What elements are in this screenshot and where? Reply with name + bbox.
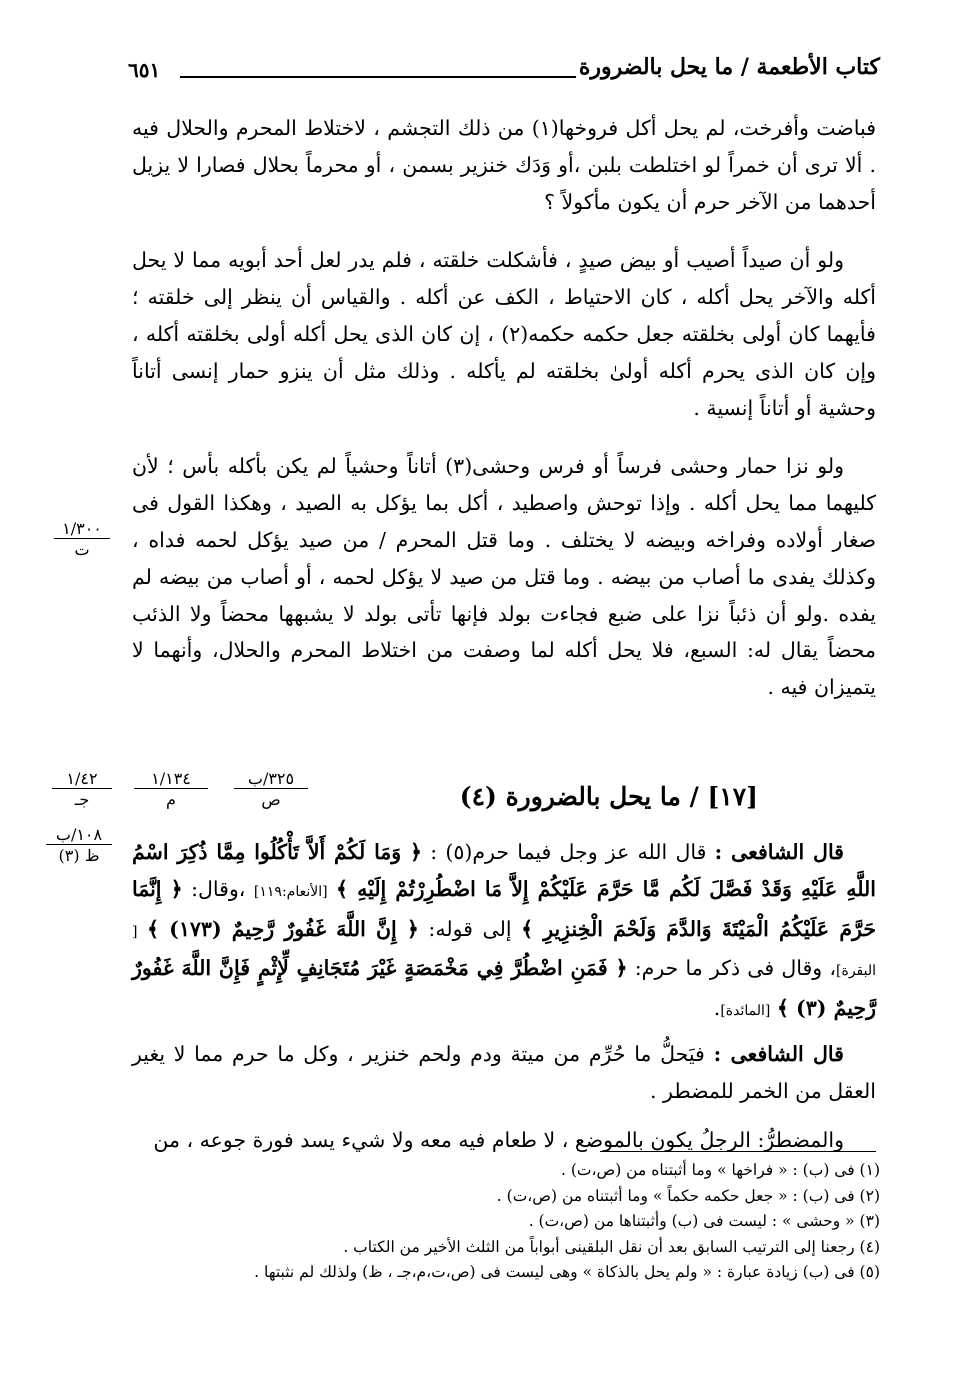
paragraph-2: ولو أن صيداً أصيب أو بيض صيدٍ ، فأشكلت خلقته ، فلم يدر لعل أحد أبويه مما لا يحل أكله والآخر يحل أكله ، كان الاحتياط ، الكف عن أكله . والقياس أن ينظر إلى خلقته ؛ فأيهما كان أولى بخلقته جعل حكمه حكمه(٢) ، إن كان الذى يحل أكله أولى بخلقته أكله ، وإن كان الذى يحرم أكله أولىٰ بخلقته لم يأكله . وذلك مثل أن ينزو حمار إنسى أتاناً وحشية أو أتاناً إنسية . bbox=[132, 248, 876, 420]
footnote-2: (٢) فى (ب) : « جعل حكمه حكماً » وما أثبتناه من (ص،ت) . bbox=[496, 1186, 880, 1205]
paragraph-4: قال الشافعى : قال الله عز وجل فيما حرم(٥) : ﴿ وَمَا لَكُمْ أَلاَّ تَأْكُلُوا مِمَّا ذُكِرَ اسْمُ اللَّهِ عَلَيْهِ وَقَدْ فَصَّلَ لَكُم مَّا حَرَّمَ عَلَيْكُمْ إِلاَّ مَا اضْطُرِرْتُمْ إِلَيْهِ ﴾ [الأنعام:١١٩] ،وقال: ﴿ إِنَّمَا حَرَّمَ عَلَيْكُمُ الْمَيْتَةَ وَالدَّمَ وَلَحْمَ الْخِنزِيرِ ﴾ إلى قوله: ﴿ إِنَّ اللَّهَ غَفُورٌ رَّحِيمٌ (١٧٣) ﴾ [ البقرة]، وقال فى ذكر ما حرم: ﴿ فَمَنِ اضْطُرَّ فِي مَخْمَصَةٍ غَيْرَ مُتَجَانِفٍ لِّإِثْمٍ فَإِنَّ اللَّهَ غَفُورٌ رَّحِيمٌ (٣) ﴾ [المائدة]. bbox=[132, 840, 876, 1021]
margin-ref-t: ١/٣٠٠ ت bbox=[54, 520, 110, 559]
footnote-5: (٥) فى (ب) زيادة عبارة : « ولم يحل بالذكاة » وهى ليست فى (ص،ت،م،جـ ، ظ) ولذلك لم نثبتها . bbox=[254, 1263, 880, 1281]
paragraph-6: والمضطرُّ: الرجلُ يكون بالموضع ، لا طعام فيه معه ولا شيء يسد فورة جوعه ، من bbox=[153, 1127, 844, 1152]
paragraph-1: فباضت وأفرخت، لم يحل أكل فروخها(١) من ذلك التجشم ، لاختلاط المحرم والحلال فيه . ألا ترى أن خمراً لو اختلطت بلبن ،أو وَدَك خنزير بسمن ، أو محرماً بحلال فصارا لا يزيل أحدهما من الآخر حرم أن يكون مأكولاً ؟ bbox=[132, 116, 876, 214]
page-number: ٦٥١ bbox=[128, 58, 161, 82]
margin-ref-m: ١/١٣٤ م bbox=[134, 770, 208, 809]
margin-ref-z: ١٠٨/ب ظ (٣) bbox=[46, 826, 112, 865]
footnote-rule bbox=[600, 1151, 876, 1152]
footnote-4: (٤) رجعنا إلى الترتيب السابق بعد أن نقل البلقينى أبواباً من الثلث الأخير من الكتاب . bbox=[343, 1237, 880, 1256]
verse-ref-2: [ البقرة] bbox=[132, 923, 876, 980]
section-text bbox=[132, 834, 876, 1158]
verse-ref-1: [الأنعام:١١٩] bbox=[253, 883, 328, 900]
footnote-3: (٣) « وحشى » : ليست فى (ب) وأثبتناها من (ص،ت) . bbox=[528, 1212, 880, 1230]
header-rule bbox=[180, 76, 576, 78]
running-header bbox=[128, 52, 880, 92]
speaker-label: قال الشافعى : bbox=[714, 840, 844, 864]
body-text bbox=[132, 110, 876, 706]
margin-ref-j: ١/٤٢ جـ bbox=[52, 770, 112, 809]
verse-ref-3: [المائدة] bbox=[720, 1003, 771, 1020]
chapter-title: كتاب الأطعمة / ما يحل بالضرورة bbox=[578, 54, 880, 80]
section-heading: [١٧] / ما يحل بالضرورة (٤) bbox=[459, 782, 758, 811]
quran-verse-2: ﴿ إِنَّمَا حَرَّمَ عَلَيْكُمُ الْمَيْتَةَ وَالدَّمَ وَلَحْمَ الْخِنزِيرِ ﴾ bbox=[132, 876, 876, 941]
speaker-label: قال الشافعى : bbox=[713, 1041, 844, 1066]
paragraph-5: قال الشافعى : فيَحلُّ ما حُرِّم من ميتة ودم ولحم خنزير ، وكل ما حرم مما لا يغير العقل من الخمر للمضطر . bbox=[132, 1041, 876, 1103]
quran-verse-4: ﴿ فَمَنِ اضْطُرَّ فِي مَخْمَصَةٍ غَيْرَ مُتَجَانِفٍ لِّإِثْمٍ فَإِنَّ اللَّهَ غَفُورٌ رَّحِيمٌ (٣) ﴾ bbox=[132, 956, 876, 1021]
footnote-1: (١) فى (ب) : « فراخها » وما أثبتناه من (ص،ت) . bbox=[560, 1161, 880, 1179]
footnotes bbox=[132, 1158, 880, 1286]
quran-verse-3: ﴿ إِنَّ اللَّهَ غَفُورٌ رَّحِيمٌ (١٧٣) ﴾ bbox=[147, 916, 419, 941]
quran-verse-1: ﴿ وَمَا لَكُمْ أَلاَّ تَأْكُلُوا مِمَّا ذُكِرَ اسْمُ اللَّهِ عَلَيْهِ وَقَدْ فَصَّلَ لَكُم مَّا حَرَّمَ عَلَيْكُمْ إِلاَّ مَا اضْطُرِرْتُمْ إِلَيْهِ ﴾ bbox=[132, 840, 876, 901]
paragraph-3: ولو نزا حمار وحشى فرساً أو فرس وحشى(٣) أتاناً وحشياً لم يكن بأكله بأس ؛ لأن كليهما مما يحل أكله . وإذا توحش واصطيد ، أكل بما يؤكل به الصيد ، وهكذا القول فى صغار أولاده وفراخه وبيضه لا يختلف . وما قتل المحرم / من صيد يؤكل لحمه فداه ، وكذلك يفدى ما أصاب من بيضه . وما قتل من صيد لا يؤكل لحمه ، أو أصاب من بيضه لم يفده .ولو أن ذئباً نزا على ضبع فجاءت بولد فإنها تأتى بولد لا يشبهها محضاً ولا الذئب محضاً يقال له: السبع، فلا يحل أكله لما وصفت من اختلاط المحرم والحلال، وأنهما لا يتميزان فيه . bbox=[132, 454, 876, 700]
margin-ref-s: ٣٢٥/ب ص bbox=[234, 770, 308, 809]
